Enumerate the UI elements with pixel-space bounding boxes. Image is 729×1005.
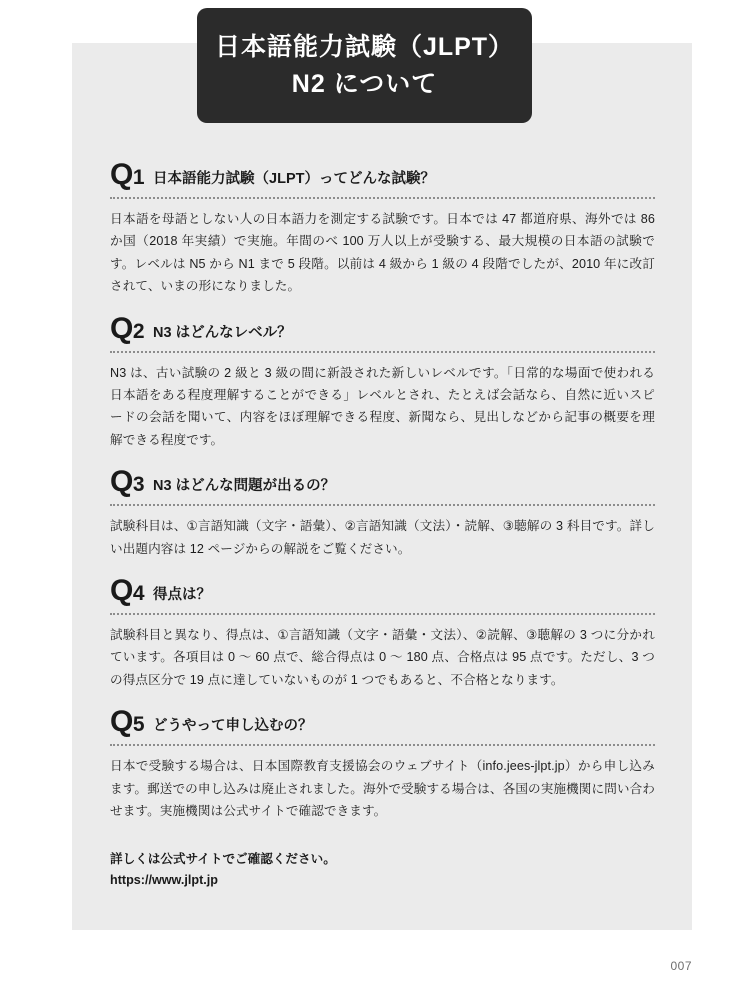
- faq-question-row: [110, 148, 655, 191]
- faq-answer-text: 日本で受験する場合は、日本国際教育支援協会のウェブサイト（info.jees-jlpt.jp）から申し込みます。郵送での申し込みは廃止されました。海外で受験する場合は、各国の実施機関に問い合わせます。実施機関は公式サイトで確認できます。: [110, 759, 655, 819]
- footer-note-url[interactable]: https://www.jlpt.jp: [110, 872, 218, 887]
- dotted-divider: [110, 613, 655, 615]
- faq-answer-text: N3 は、古い試験の 2 級と 3 級の間に新設された新しいレベルです。「日常的な場面で使われる日本語をある程度理解することができる」レベルとされ、たとえば会話なら、自然に近いスピードの会話を聞いて、内容をほぼ理解できる程度、新聞なら、見出しなどから記事の概要を理解できる程度です。: [110, 365, 655, 447]
- faq-answer-text: 試験科目は、①言語知識（文字・語彙）、②言語知識（文法）・読解、③聴解の 3 科目です。詳しい出題内容は 12 ページからの解説をご覧ください。: [110, 519, 655, 556]
- faq-question-row: [110, 695, 655, 738]
- page-title-line-1: 日本語能力試験（JLPT）: [214, 33, 515, 62]
- faq-list: [110, 148, 655, 891]
- faq-question-row: [110, 564, 655, 607]
- page-number: 007: [670, 959, 692, 973]
- dotted-divider: [110, 504, 655, 506]
- faq-item-1: [110, 148, 655, 298]
- faq-answer-text: 試験科目と異なり、得点は、①言語知識（文字・語彙・文法）、②読解、③聴解の 3 つに分かれています。各項目は 0 ～ 60 点で、総合得点は 0 ～ 180 点、合格点は 95 点です。ただし、3 つの得点区分で 19 点に達していないものが 1 つでもあると、不合格となります。: [110, 628, 655, 687]
- faq-question-text: どうやって申し込むの？: [153, 718, 313, 735]
- faq-answer-text: 日本語を母語としない人の日本語力を測定する試験です。日本では 47 都道府県、海外では 86 か国（2018 年実績）で実施。年間のべ 100 万人以上が受験する、最大規模の日本語の試験です。レベルは N5 から N1 まで 5 段階。以前は 4 級から 1 級の 4 段階でしたが、2010 年に改訂されて、いまの形になりました。: [110, 212, 655, 294]
- faq-question-number: Q1: [110, 158, 145, 191]
- dotted-divider: [110, 197, 655, 199]
- faq-item-4: [110, 564, 655, 691]
- faq-question-row: [110, 455, 655, 498]
- dotted-divider: [110, 744, 655, 746]
- faq-question-row: [110, 302, 655, 345]
- faq-item-5: [110, 695, 655, 822]
- faq-item-2: [110, 302, 655, 452]
- page-title-line-2: N2 について: [291, 69, 438, 98]
- faq-question-number: Q2: [110, 311, 145, 345]
- faq-question-number: Q4: [110, 574, 145, 608]
- faq-question-text: N3 はどんな問題が出るの？: [153, 478, 336, 495]
- dotted-divider: [110, 351, 655, 353]
- faq-question-number: Q5: [110, 705, 145, 739]
- faq-question-number: Q3: [110, 465, 145, 499]
- faq-question-text: 得点は？: [153, 587, 212, 604]
- footer-note: [110, 849, 655, 892]
- faq-question-text: N3 はどんなレベル？: [153, 324, 292, 341]
- faq-question-text: 日本語能力試験（JLPT）ってどんな試験？: [153, 171, 435, 187]
- faq-item-3: [110, 455, 655, 560]
- footer-note-line-1: 詳しくは公式サイトでご確認ください。: [110, 851, 336, 866]
- page-title: [197, 8, 532, 123]
